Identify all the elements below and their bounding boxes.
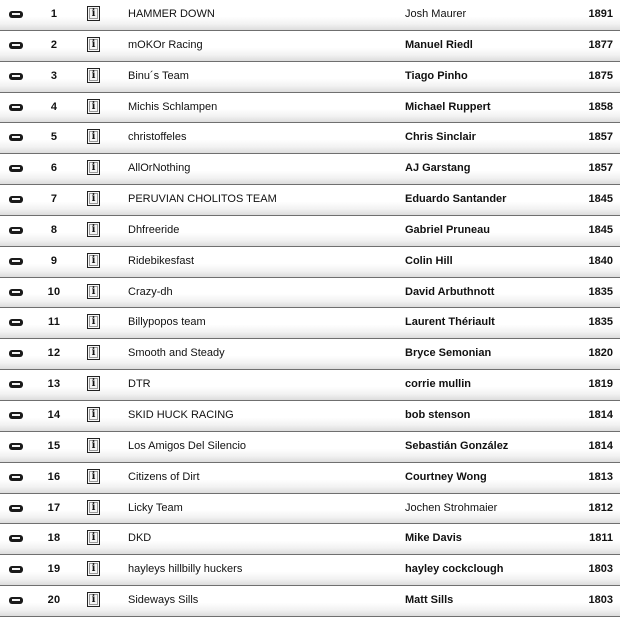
info-icon[interactable] <box>87 345 100 360</box>
info-glyph: i <box>91 8 96 19</box>
team-name[interactable]: mOKOr Racing <box>128 38 203 51</box>
rider-name[interactable]: Mike Davis <box>405 532 462 545</box>
leaderboard-row <box>0 555 620 586</box>
points-cell: 1877 <box>588 38 613 51</box>
points-cell: 1840 <box>588 254 613 267</box>
leaderboard-row <box>0 401 620 432</box>
info-glyph: i <box>91 285 96 297</box>
position-unchanged-icon <box>9 73 23 80</box>
info-glyph: i <box>91 439 96 451</box>
info-icon[interactable] <box>87 191 100 206</box>
info-glyph: i <box>91 100 96 112</box>
info-glyph: i <box>91 594 96 606</box>
rank-cell: 9 <box>50 254 58 267</box>
info-glyph: i <box>91 69 96 81</box>
rank-cell: 14 <box>47 408 61 421</box>
points-cell: 1835 <box>588 316 613 329</box>
info-glyph: i <box>91 470 96 482</box>
info-glyph: i <box>91 378 96 390</box>
rider-name[interactable]: Colin Hill <box>405 254 453 267</box>
rank-cell: 10 <box>47 285 61 298</box>
position-unchanged-icon <box>9 165 23 172</box>
rider-name[interactable]: Manuel Riedl <box>405 38 473 51</box>
leaderboard-row <box>0 247 620 278</box>
team-name[interactable]: christoffeles <box>128 131 187 144</box>
points-cell: 1803 <box>588 563 613 576</box>
rank-cell: 16 <box>47 470 61 483</box>
team-name[interactable]: Smooth and Steady <box>128 347 225 360</box>
team-name[interactable]: AllOrNothing <box>128 162 191 175</box>
team-name[interactable]: Binu´s Team <box>128 69 189 82</box>
team-name[interactable]: hayleys hillbilly huckers <box>128 563 243 576</box>
points-cell: 1891 <box>588 8 613 20</box>
rider-name[interactable]: Laurent Thériault <box>405 316 495 329</box>
position-unchanged-icon <box>9 258 23 265</box>
leaderboard-row <box>0 339 620 370</box>
position-unchanged-icon <box>9 42 23 49</box>
team-name[interactable]: Michis Schlampen <box>128 100 218 113</box>
rank-cell: 6 <box>50 162 58 175</box>
points-cell: 1858 <box>588 100 613 113</box>
leaderboard-row <box>0 93 620 124</box>
leaderboard-row <box>0 524 620 555</box>
points-cell: 1857 <box>588 131 613 144</box>
info-glyph: i <box>91 38 96 50</box>
rank-cell: 4 <box>50 100 58 113</box>
points-cell: 1814 <box>588 439 613 452</box>
info-icon[interactable] <box>87 68 100 83</box>
leaderboard-row <box>0 370 620 401</box>
position-unchanged-icon <box>9 350 23 357</box>
info-glyph: i <box>91 193 96 205</box>
position-unchanged-icon <box>9 443 23 450</box>
team-name[interactable]: Licky Team <box>128 501 183 514</box>
info-icon[interactable] <box>87 376 100 391</box>
position-unchanged-icon <box>9 381 23 388</box>
rank-cell: 2 <box>50 38 58 51</box>
points-cell: 1835 <box>588 285 613 298</box>
rider-name[interactable]: Courtney Wong <box>405 470 487 483</box>
position-unchanged-icon <box>9 196 23 203</box>
rider-name[interactable]: Josh Maurer <box>405 8 467 20</box>
points-cell: 1814 <box>588 408 613 421</box>
rider-name[interactable]: Eduardo Santander <box>405 193 507 206</box>
rider-name[interactable]: Matt Sills <box>405 594 454 607</box>
info-icon[interactable] <box>87 530 100 545</box>
team-name[interactable]: SKID HUCK RACING <box>128 408 234 421</box>
rider-name[interactable]: Bryce Semonian <box>405 347 492 360</box>
info-glyph: i <box>91 408 96 420</box>
info-glyph: i <box>91 316 96 328</box>
leaderboard-row <box>0 308 620 339</box>
team-name[interactable]: DKD <box>128 532 152 545</box>
points-cell: 1857 <box>588 162 613 175</box>
leaderboard-row <box>0 123 620 154</box>
info-glyph: i <box>91 563 96 575</box>
position-unchanged-icon <box>9 134 23 141</box>
points-cell: 1819 <box>588 378 613 391</box>
position-unchanged-icon <box>9 289 23 296</box>
leaderboard-row <box>0 31 620 62</box>
position-unchanged-icon <box>9 11 23 18</box>
rider-name[interactable]: David Arbuthnott <box>405 285 495 298</box>
info-glyph: i <box>91 532 96 544</box>
info-icon[interactable] <box>87 160 100 175</box>
points-cell: 1820 <box>588 347 613 360</box>
rider-name[interactable]: Chris Sinclair <box>405 131 476 144</box>
info-glyph: i <box>91 223 96 235</box>
team-name[interactable]: PERUVIAN CHOLITOS TEAM <box>128 193 277 206</box>
info-icon[interactable] <box>87 37 100 52</box>
rank-cell: 1 <box>50 8 58 20</box>
points-cell: 1811 <box>589 532 613 545</box>
leaderboard-row <box>0 185 620 216</box>
rider-name[interactable]: AJ Garstang <box>405 162 471 175</box>
rank-cell: 12 <box>47 347 61 360</box>
info-icon[interactable] <box>87 284 100 299</box>
rider-name[interactable]: corrie mullin <box>405 378 472 391</box>
info-glyph: i <box>91 162 96 174</box>
info-icon[interactable] <box>87 253 100 268</box>
team-name[interactable]: Los Amigos Del Silencio <box>128 439 247 452</box>
rank-cell: 18 <box>47 532 61 545</box>
team-name[interactable]: Crazy-dh <box>128 285 173 298</box>
info-glyph: i <box>91 254 96 266</box>
team-name[interactable]: Ridebikesfast <box>128 254 195 267</box>
info-icon[interactable] <box>87 561 100 576</box>
info-icon[interactable] <box>87 438 100 453</box>
points-cell: 1803 <box>588 594 613 607</box>
position-unchanged-icon <box>9 104 23 111</box>
team-name[interactable]: Sideways Sills <box>128 594 199 607</box>
leaderboard-row <box>0 216 620 247</box>
position-unchanged-icon <box>9 566 23 573</box>
team-name[interactable]: Billypopos team <box>128 316 206 329</box>
rank-cell: 11 <box>47 316 61 329</box>
position-unchanged-icon <box>9 227 23 234</box>
leaderboard-row <box>0 463 620 494</box>
rider-name[interactable]: bob stenson <box>405 408 471 421</box>
position-unchanged-icon <box>9 474 23 481</box>
position-unchanged-icon <box>9 319 23 326</box>
rank-cell: 19 <box>47 563 61 576</box>
rank-cell: 20 <box>47 594 61 607</box>
rider-name[interactable]: Jochen Strohmaier <box>405 501 498 514</box>
rank-cell: 15 <box>47 439 61 452</box>
leaderboard-row <box>0 278 620 309</box>
info-icon[interactable] <box>87 592 100 607</box>
info-icon[interactable] <box>87 6 100 21</box>
leaderboard-row <box>0 432 620 463</box>
info-icon[interactable] <box>87 99 100 114</box>
leaderboard-row <box>0 494 620 525</box>
rank-cell: 13 <box>47 378 61 391</box>
rank-cell: 3 <box>50 69 58 82</box>
rank-cell: 7 <box>50 193 58 206</box>
leaderboard-row <box>0 154 620 185</box>
points-cell: 1812 <box>588 501 613 514</box>
points-cell: 1813 <box>588 470 613 483</box>
info-glyph: i <box>91 501 96 513</box>
position-unchanged-icon <box>9 535 23 542</box>
info-icon[interactable] <box>87 407 100 422</box>
points-cell: 1845 <box>588 193 613 206</box>
leaderboard-row <box>0 62 620 93</box>
info-icon[interactable] <box>87 129 100 144</box>
rank-cell: 17 <box>47 501 61 514</box>
rank-cell: 8 <box>50 223 58 236</box>
team-name[interactable]: HAMMER DOWN <box>128 8 215 20</box>
team-name[interactable]: Citizens of Dirt <box>128 470 200 483</box>
rank-cell: 5 <box>50 131 58 144</box>
position-unchanged-icon <box>9 505 23 512</box>
position-unchanged-icon <box>9 412 23 419</box>
info-glyph: i <box>91 131 96 143</box>
team-name[interactable]: Dhfreeride <box>128 223 180 236</box>
rider-name[interactable]: Michael Ruppert <box>405 100 491 113</box>
leaderboard-row <box>0 586 620 617</box>
position-unchanged-icon <box>9 597 23 604</box>
team-name[interactable]: DTR <box>128 378 151 391</box>
info-icon[interactable] <box>87 469 100 484</box>
leaderboard-row <box>0 0 620 31</box>
rider-name[interactable]: hayley cockclough <box>405 563 504 576</box>
info-glyph: i <box>91 347 96 359</box>
rider-name[interactable]: Tiago Pinho <box>405 69 468 82</box>
info-icon[interactable] <box>87 314 100 329</box>
info-icon[interactable] <box>87 222 100 237</box>
points-cell: 1845 <box>588 223 613 236</box>
info-icon[interactable] <box>87 500 100 515</box>
rider-name[interactable]: Gabriel Pruneau <box>405 223 490 236</box>
rider-name[interactable]: Sebastián González <box>405 439 509 452</box>
points-cell: 1875 <box>588 69 613 82</box>
